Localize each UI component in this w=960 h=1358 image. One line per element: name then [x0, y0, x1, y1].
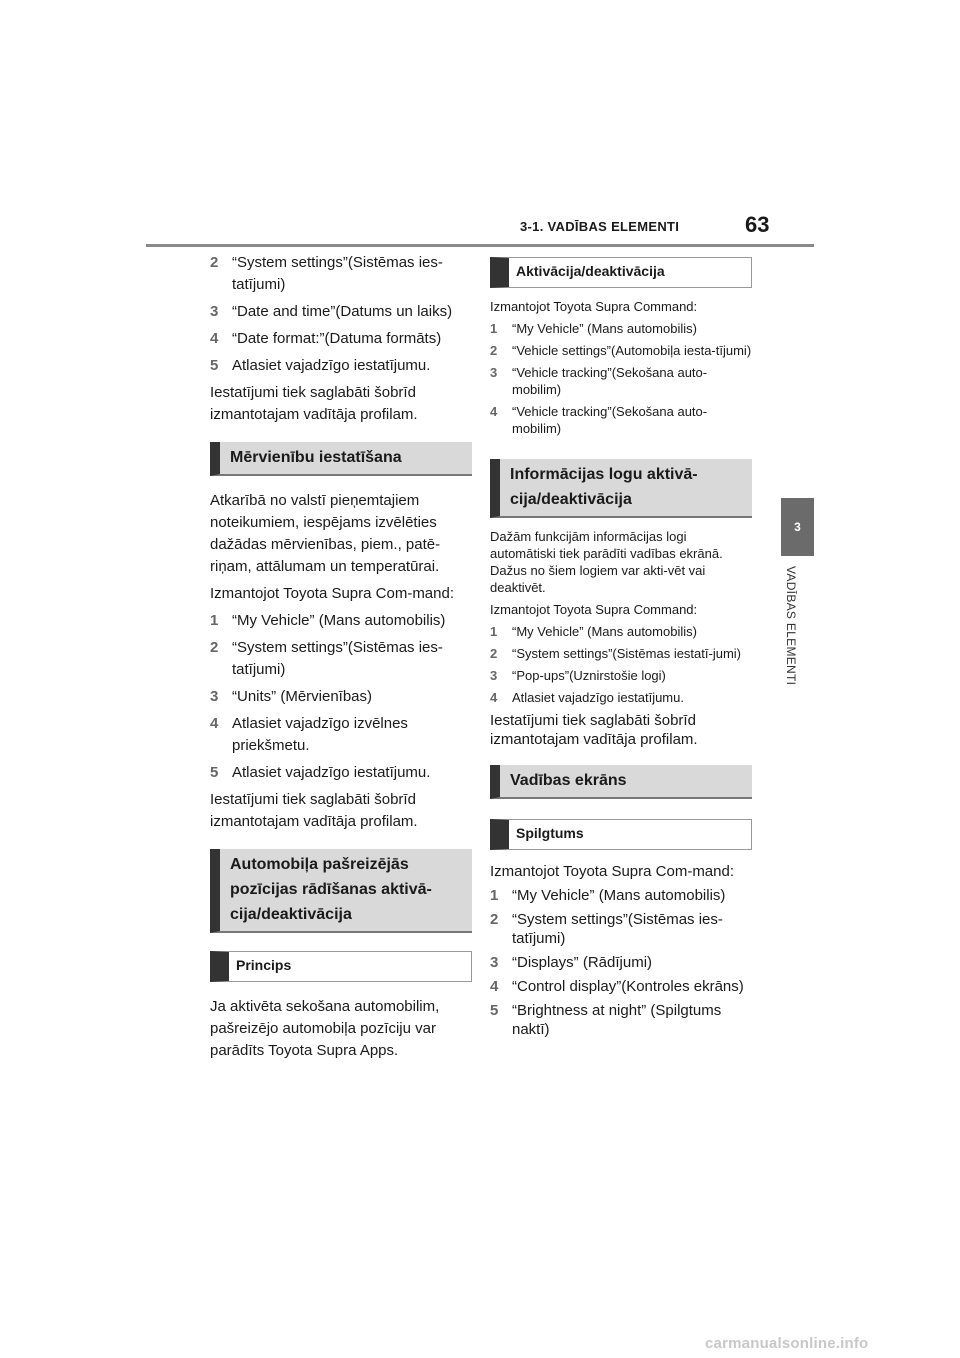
step-number: 3 — [490, 668, 498, 683]
step-number: 5 — [210, 764, 219, 781]
step-item — [490, 342, 752, 359]
step-item — [210, 610, 472, 632]
step-number: 4 — [210, 330, 219, 347]
step-number: 1 — [490, 887, 499, 904]
step-item — [490, 689, 752, 706]
watermark: carmanualsonline.info — [705, 1335, 869, 1352]
subheading-activation: Aktivācija/deaktivācija — [490, 257, 752, 288]
step-number: 2 — [490, 646, 498, 661]
step-item — [490, 645, 752, 662]
using-command: Izmantojot Toyota Supra Com-mand: — [490, 863, 735, 880]
right-column — [490, 257, 752, 1044]
step-item — [490, 403, 752, 437]
step-number: 3 — [490, 954, 499, 971]
step-item — [210, 686, 472, 708]
chapter-tab-number: 3 — [794, 520, 801, 534]
step-number: 1 — [490, 624, 498, 639]
step-item — [210, 713, 472, 757]
subheading-brightness: Spilgtums — [490, 819, 752, 850]
using-command: Izmantojot Toyota Supra Command: — [490, 602, 698, 617]
step-text: “My Vehicle” (Mans automobilis) — [232, 612, 446, 629]
section-title: 3-1. VADĪBAS ELEMENTI — [520, 219, 680, 234]
step-text: “Vehicle tracking”(Sekošana auto-mobilim) — [512, 404, 708, 436]
subheading-principle: Princips — [210, 951, 472, 982]
step-text: “System settings”(Sistēmas iestatī-jumi) — [512, 646, 741, 661]
step-item — [210, 637, 472, 681]
using-command: Izmantojot Toyota Supra Command: — [490, 299, 698, 314]
header-rule — [146, 244, 814, 247]
chapter-side-label: VADĪBAS ELEMENTI — [784, 566, 798, 686]
step-number: 4 — [490, 690, 498, 705]
step-item — [490, 364, 752, 398]
step-text: “Date and time”(Datums un laiks) — [232, 303, 453, 320]
step-number: 1 — [210, 612, 219, 629]
step-number: 3 — [210, 688, 219, 705]
chapter-tab[interactable] — [781, 498, 814, 556]
step-text: Atlasiet vajadzīgo iestatījumu. — [512, 690, 684, 705]
step-number: 2 — [490, 343, 498, 358]
step-number: 5 — [490, 1002, 499, 1019]
units-intro: Atkarībā no valstī pieņemtajiem noteikumiem, iespējams izvēlēties dažādas mērvienības, piem., patē-riņam, attālumam un temperatūrai. — [210, 492, 441, 575]
step-number: 3 — [490, 365, 498, 380]
step-text: “System settings”(Sistēmas ies-tatījumi) — [232, 254, 443, 293]
principle-text: Ja aktivēta sekošana automobilim, pašreizējo automobiļa pozīciju var parādīts Toyota Supra Apps. — [210, 998, 440, 1059]
step-number: 2 — [210, 639, 219, 656]
step-text: “Vehicle settings”(Automobiļa iesta-tījumi) — [512, 343, 752, 358]
step-text: Atlasiet vajadzīgo izvēlnes priekšmetu. — [232, 715, 408, 754]
step-item — [210, 355, 472, 377]
step-item — [210, 328, 472, 350]
heading-control-display: Vadības ekrāns — [490, 765, 752, 799]
step-item — [490, 1001, 752, 1039]
step-number: 4 — [490, 978, 499, 995]
left-column — [210, 252, 472, 1067]
step-text: “Displays” (Rādījumi) — [512, 954, 653, 971]
step-text: “Date format:”(Datuma formāts) — [232, 330, 442, 347]
step-item — [490, 886, 752, 905]
step-item — [490, 623, 752, 640]
step-text: “Brightness at night” (Spilgtums naktī) — [512, 1002, 722, 1038]
step-text: “Pop-ups”(Uznirstošie logi) — [512, 668, 666, 683]
step-text: Atlasiet vajadzīgo iestatījumu. — [232, 357, 431, 374]
saved-note: Iestatījumi tiek saglabāti šobrīd izmantotajam vadītāja profilam. — [490, 712, 698, 748]
step-number: 4 — [490, 404, 498, 419]
step-number: 2 — [210, 254, 219, 271]
popups-intro: Dažām funkcijām informācijas logi automātiski tiek parādīti vadības ekrānā. Dažus no šiem logiem var akti-vēt vai deaktivēt. — [490, 529, 723, 595]
step-text: “System settings”(Sistēmas ies-tatījumi) — [512, 911, 723, 947]
step-item — [490, 910, 752, 948]
saved-note: Iestatījumi tiek saglabāti šobrīd izmantotajam vadītāja profilam. — [210, 384, 418, 423]
step-item — [490, 320, 752, 337]
heading-vehicle-position: Automobiļa pašreizējās pozīcijas rādīšanas aktivā-cija/deaktivācija — [210, 849, 472, 933]
step-item — [490, 977, 752, 996]
step-number: 5 — [210, 357, 219, 374]
using-command: Izmantojot Toyota Supra Com-mand: — [210, 585, 455, 602]
step-text: Atlasiet vajadzīgo iestatījumu. — [232, 764, 431, 781]
page-number: 63 — [745, 212, 770, 237]
step-number: 3 — [210, 303, 219, 320]
step-item — [490, 953, 752, 972]
step-number: 4 — [210, 715, 219, 732]
step-item — [210, 301, 472, 323]
step-number: 2 — [490, 911, 499, 928]
step-text: “My Vehicle” (Mans automobilis) — [512, 624, 697, 639]
step-text: “System settings”(Sistēmas ies-tatījumi) — [232, 639, 443, 678]
step-text: “My Vehicle” (Mans automobilis) — [512, 887, 726, 904]
heading-popups: Informācijas logu aktivā-cija/deaktivācija — [490, 459, 752, 518]
step-item — [210, 252, 472, 296]
step-item — [490, 667, 752, 684]
step-text: “Vehicle tracking”(Sekošana auto-mobilim) — [512, 365, 708, 397]
saved-note: Iestatījumi tiek saglabāti šobrīd izmantotajam vadītāja profilam. — [210, 791, 418, 830]
step-text: “Units” (Mērvienības) — [232, 688, 373, 705]
step-text: “My Vehicle” (Mans automobilis) — [512, 321, 697, 336]
step-number: 1 — [490, 321, 498, 336]
heading-units: Mērvienību iestatīšana — [210, 442, 472, 476]
step-text: “Control display”(Kontroles ekrāns) — [512, 978, 744, 995]
step-item — [210, 762, 472, 784]
